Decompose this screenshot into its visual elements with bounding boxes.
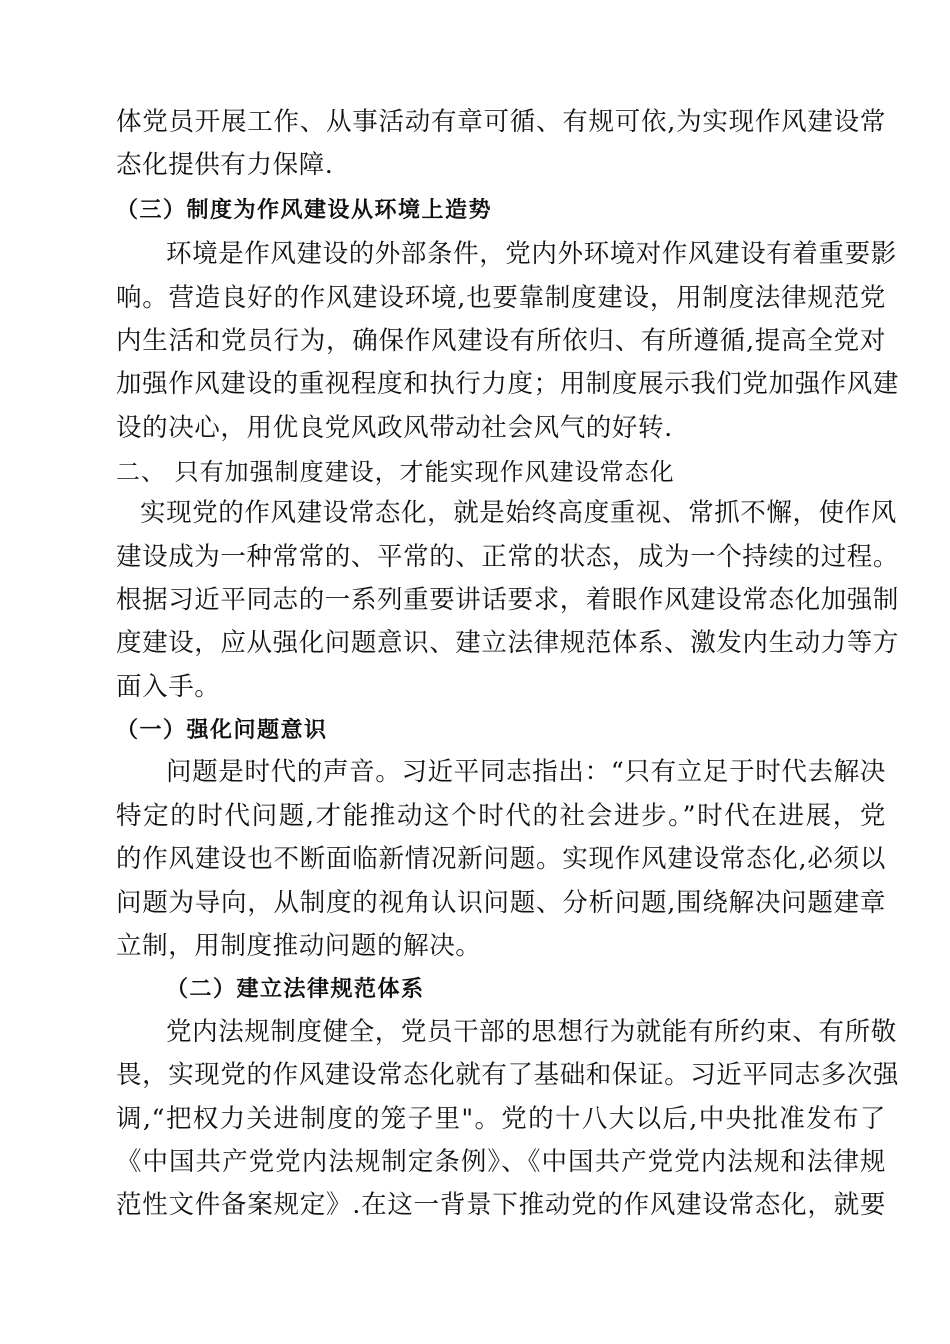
body-line: 加强作风建设的重视程度和执行力度；用制度展示我们党加强作风建: [116, 369, 900, 399]
paragraph-first-line: 实现党的作风建设常态化，就是始终高度重视、常抓不懈，使作风: [140, 498, 897, 528]
body-line: 范性文件备案规定》.在这一背景下推动党的作风建设常态化，就要: [116, 1190, 886, 1220]
body-line: 面入手。: [116, 672, 221, 702]
paragraph-first-line: 环境是作风建设的外部条件，党内外环境对作风建设有着重要影: [166, 239, 897, 269]
body-line: 立制，用制度推动问题的解决。: [116, 931, 482, 961]
body-line: 响。营造良好的作风建设环境,也要靠制度建设，用制度法律规范党: [116, 283, 886, 313]
section-heading: （一）强化问题意识: [116, 718, 328, 743]
body-line: 调,“把权力关进制度的笼子里"。党的十八大以后,中央批准发布了: [116, 1104, 886, 1134]
body-line: 根据习近平同志的一系列重要讲话要求，着眼作风建设常态化加强制: [116, 585, 900, 615]
body-line: 态化提供有力保障.: [116, 150, 334, 180]
body-line: 问题为导向，从制度的视角认识问题、分析问题,围绕解决问题建章: [116, 888, 886, 918]
body-line: 体党员开展工作、从事活动有章可循、有规可依,为实现作风建设常: [116, 107, 886, 137]
section-heading: （二）建立法律规范体系: [166, 977, 425, 1002]
body-line: 度建设，应从强化问题意识、建立法律规范体系、激发内生动力等方: [116, 628, 900, 658]
body-line: 建设成为一种常常的、平常的、正常的状态，成为一个持续的过程。: [116, 542, 900, 572]
paragraph-first-line: 问题是时代的声音。习近平同志指出：“只有立足于时代去解决: [166, 757, 886, 787]
body-line: 设的决心，用优良党风政风带动社会风气的好转.: [116, 413, 673, 443]
chapter-heading: 二、 只有加强制度建设，才能实现作风建设常态化: [116, 458, 675, 486]
body-line: 的作风建设也不断面临新情况新问题。实现作风建设常态化,必须以: [116, 844, 886, 874]
body-line: 内生活和党员行为，确保作风建设有所依归、有所遵循,提高全党对: [116, 326, 886, 356]
body-line: 畏，实现党的作风建设常态化就有了基础和保证。习近平同志多次强: [116, 1060, 900, 1090]
section-heading: （三）制度为作风建设从环境上造势: [116, 198, 493, 223]
paragraph-first-line: 党内法规制度健全，党员干部的思想行为就能有所约束、有所敬: [166, 1017, 897, 1047]
body-line: 《中国共产党党内法规制定条例》、《中国共产党党内法规和法律规: [116, 1147, 886, 1177]
body-line: 特定的时代问题,才能推动这个时代的社会进步。”时代在进展，党: [116, 801, 886, 831]
